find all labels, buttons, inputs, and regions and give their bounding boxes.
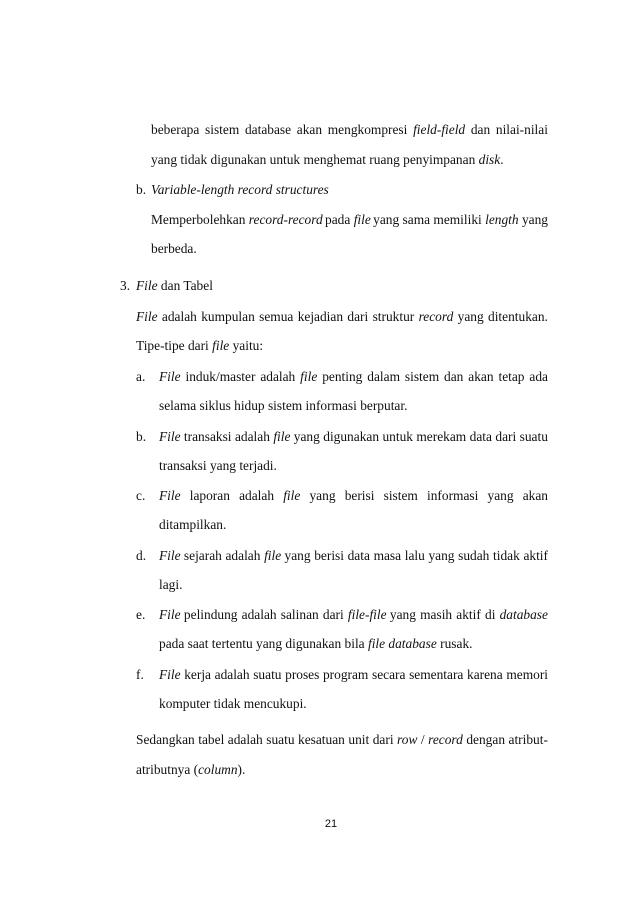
word-italic: field-field [413,122,466,137]
item-b-title: Variable-length record structures [151,182,329,197]
item-b-line-2: berbeda. [151,241,197,256]
word: nilai-nilai [495,122,548,137]
closing-line-1: Sedangkan tabel adalah suatu kesatuan unit dari row / record dengan atribut- [136,732,548,747]
word: sistem [205,122,240,137]
list-marker: f. [136,667,144,682]
list-marker: e. [136,607,146,622]
word: mengkompresi [327,122,408,137]
word: beberapa [151,122,200,137]
type-a-line-1: File induk/master adalah file penting dalam sistem dan akan tetap ada [159,369,548,384]
continuation-line-2: yang tidak digunakan untuk menghemat ruang penyimpanan disk. [151,152,504,167]
type-a-line-2: selama siklus hidup sistem informasi berputar. [159,398,408,413]
list-marker: b. [136,182,147,197]
page-number: 21 [324,818,338,830]
item-b-line-1: Memperbolehkan record-record pada file yang sama memiliki length yang [151,212,548,227]
section-paragraph-line-1: File adalah kumpulan semua kejadian dari struktur record yang ditentukan. [136,309,548,324]
word: akan [296,122,323,137]
list-marker: d. [136,548,147,563]
type-c-line-1: File laporan adalah file yang berisi sistem informasi yang akan [159,488,548,503]
closing-line-2: atributnya (column). [136,762,246,777]
list-marker: a. [136,369,146,384]
type-d-line-1: File sejarah adalah file yang berisi data masa lalu yang sudah tidak aktif [159,548,548,563]
type-f-line-2: komputer tidak mencukupi. [159,696,307,711]
types-intro: Tipe-tipe dari file yaitu: [136,338,264,353]
list-marker: c. [136,488,146,503]
section-title: File dan Tabel [136,278,213,293]
type-e-line-2: pada saat tertentu yang digunakan bila file database rusak. [159,636,473,651]
type-e-line-1: File pelindung adalah salinan dari file-file yang masih aktif di database [159,607,548,622]
type-f-line-1: File kerja adalah suatu proses program secara sementara karena memori [159,667,548,682]
type-b-line-1: File transaksi adalah file yang digunakan untuk merekam data dari suatu [159,429,548,444]
section-number: 3. [120,278,131,293]
type-b-line-2: transaksi yang terjadi. [159,458,277,473]
continuation-line-1 [151,122,548,138]
word: database [244,122,292,137]
list-marker: b. [136,429,147,444]
type-c-line-2: ditampilkan. [159,517,227,532]
word: dan [470,122,491,137]
type-d-line-2: lagi. [159,577,183,592]
